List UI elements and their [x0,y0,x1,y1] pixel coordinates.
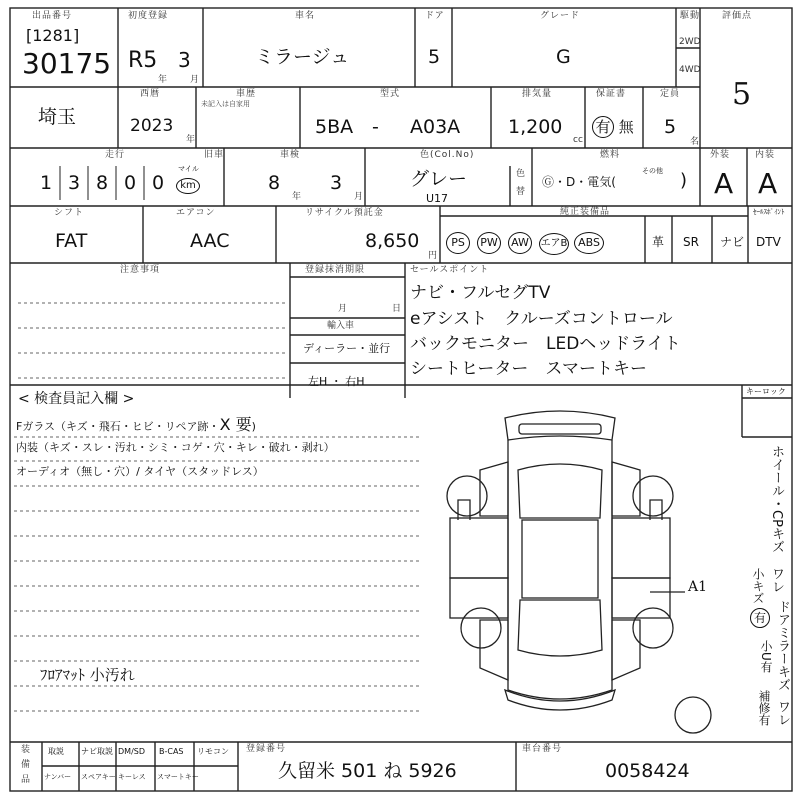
inspector-line-glass [16,417,256,433]
drive-4wd: 4WD [679,65,701,75]
lot-number: 30175 [22,47,112,80]
shift-value: FAT [55,230,88,252]
car-name-label: 車名 [295,11,316,21]
color-change-label-2: 替 [516,187,526,197]
glass-close: ) [251,420,256,433]
steering-side: 左H ・ 右H [308,375,365,388]
model-prefix: 5BA [315,116,354,138]
fuel-other: その他 [642,167,663,175]
legend-crack: ワレ [769,567,784,593]
inspector-handwritten-note: ﾌﾛｱﾏｯﾄ 小汚れ [40,666,135,684]
first-registration-era: R5 [128,48,158,73]
previous-label: 旧車 [204,150,225,160]
legend-mirror-crack: ワレ [775,700,790,726]
shaken-year: 8 [268,172,281,194]
footer-item-smart-key: スマートキー [157,773,199,781]
equip-abs: ABS [574,232,604,254]
footer-item-remote: リモコン [197,747,229,756]
equip-dtv: DTV [756,235,781,249]
first-registration-month-unit: 月 [190,75,200,85]
plate-number: 久留米 501 ね 5926 [278,760,457,782]
history-note: 未記入は自家用 [201,100,250,108]
equip-sunroof: SR [683,235,699,249]
history-label: 車歴 [236,89,257,99]
first-registration-year-unit: 年 [158,75,168,85]
grade-value: G [556,46,571,68]
exterior-label: 外装 [710,150,731,160]
footer-side-1: 装 [21,745,31,755]
legend-wheel: ホイール・CPキズ [769,445,784,553]
color-change-label-1: 色 [516,169,526,179]
inspector-line-audio: オーディオ（無し・穴）/ タイヤ（スタッドレス） [16,465,264,478]
footer-side-2: 備 [21,760,31,770]
drive-2wd: 2WD [679,37,701,47]
displacement-label: 排気量 [522,89,553,99]
import-label: 輸入車 [327,321,355,331]
warranty-no: 無 [618,118,634,136]
score-value: 5 [732,77,752,112]
extra-label: ｾｰﾙｽﾎﾟｲﾝﾄ [753,208,785,216]
color-label: 色(Col.No) [420,150,475,160]
car-name: ミラージュ [255,46,350,68]
footer-item-spare-key: スペアキー [81,773,116,781]
warranty-yes: 有 [592,116,614,138]
displacement: 1,200 [508,116,563,138]
glass-mark: X 要 [219,415,252,434]
lot-code: [1281] [26,26,80,45]
first-registration-label: 初度登録 [128,11,169,21]
drive-label: 駆動 [680,11,701,21]
capacity: 5 [664,116,677,138]
sales-point-1: ナビ・フルセグTV [410,283,551,303]
chassis-label: 車台番号 [522,744,563,754]
shaken-month-unit: 月 [354,192,364,202]
footer-item-manual: 取説 [48,747,64,756]
model-label: 型式 [380,89,401,99]
equipment-list [446,232,604,255]
legend-repair: 補修有 [757,690,771,726]
car-damage-diagram [447,411,711,733]
equip-navi: ナビ [720,235,745,249]
color-value: グレー [410,168,468,190]
capacity-label: 定員 [660,89,681,99]
mileage-digit-4: 0 [124,172,137,194]
legend-door-mirror: ドアミラーキズ [775,600,790,691]
sales-point-2: eアシスト クルーズコントロール [410,309,673,329]
footer-item-bcas: B-CAS [159,747,184,756]
model-year-unit: 年 [186,135,196,145]
glass-text: Fガラス（キズ・飛石・ヒビ・リペア跡・ [16,420,220,433]
inspector-line-interior: 内装（キズ・スレ・汚れ・シミ・コゲ・穴・キレ・破れ・剥れ） [16,441,335,454]
equip-pw: PW [477,232,501,254]
legend-present-mark: 有 [750,608,770,628]
door-label: ドア [425,11,445,21]
mileage-digit-3: 8 [96,172,109,194]
chassis-number: 0058424 [605,760,690,782]
footer-item-navi-manual: ナビ取説 [81,747,113,756]
plate-label: 登録番号 [246,744,287,754]
interior-grade: A [758,167,778,200]
recycle-label: リサイクル預託金 [305,208,384,218]
warranty-options [592,116,634,138]
first-registration-month: 3 [178,48,191,72]
dealer-parallel: ディーラー・並行 [303,342,391,355]
shift-label: シフト [54,208,85,218]
shaken-label: 車検 [280,150,301,160]
equipment-label: 純正装備品 [560,207,611,217]
caution-label: 注意事項 [120,265,161,275]
key-lock-label: キーロック [746,387,786,396]
model-year-label: 西暦 [140,89,161,99]
exterior-grade: A [714,167,734,200]
score-label: 評価点 [722,11,753,21]
shaken-month: 3 [330,172,343,194]
equip-airbag: エアB [539,233,569,255]
aircon-value: AAC [190,230,230,252]
footer-item-plate: ナンバー [44,773,72,781]
mileage-digit-2: 3 [68,172,81,194]
model-dash: - [372,116,379,138]
grade-label: グレード [540,11,581,21]
warranty-label: 保証書 [596,89,627,99]
equip-aw: AW [508,232,532,254]
footer-item-keyless: キーレス [118,773,146,781]
equip-ps: PS [446,232,470,254]
aircon-label: エアコン [176,208,216,218]
door-count: 5 [428,46,441,68]
registration-deadline-label: 登録抹消期限 [305,265,366,275]
fuel-close: ) [680,170,688,191]
capacity-unit: 名 [690,137,700,147]
lot-number-label: 出品番号 [32,11,73,21]
mileage-digit-1: 1 [40,172,53,194]
mile-unit: マイル [178,165,199,173]
fuel-label: 燃料 [600,150,621,160]
footer-item-dm-sd: DM/SD [118,747,145,756]
deadline-day-label: 日 [392,304,402,314]
fuel-options: Ⓖ・D・電気( [542,175,616,189]
km-unit: km [176,178,200,194]
recycle-value: 8,650 [365,230,420,252]
recycle-unit: 円 [428,251,438,261]
sales-points-label: セールスポイント [410,265,490,275]
displacement-unit: cc [573,135,583,145]
footer-side-3: 品 [21,775,31,785]
model-year: 2023 [130,116,174,136]
mileage-label: 走行 [105,150,126,160]
color-code: U17 [426,192,449,205]
sales-point-3: バックモニター LEDヘッドライト [410,334,681,354]
inspector-title: < 検査員記入欄 > [18,391,135,407]
mileage-digit-5: 0 [152,172,165,194]
legend-small-scratch: 小キズ [751,568,765,604]
legend-small-u: 小U有 [759,640,773,673]
interior-label: 内装 [755,150,776,160]
model-code: A03A [410,116,461,138]
region: 埼玉 [38,106,77,128]
equip-leather: 革 [652,235,665,249]
damage-annotation: A1 [688,579,708,595]
deadline-month-label: 月 [338,304,348,314]
shaken-year-unit: 年 [292,192,302,202]
sales-point-4: シートヒーター スマートキー [410,359,647,379]
